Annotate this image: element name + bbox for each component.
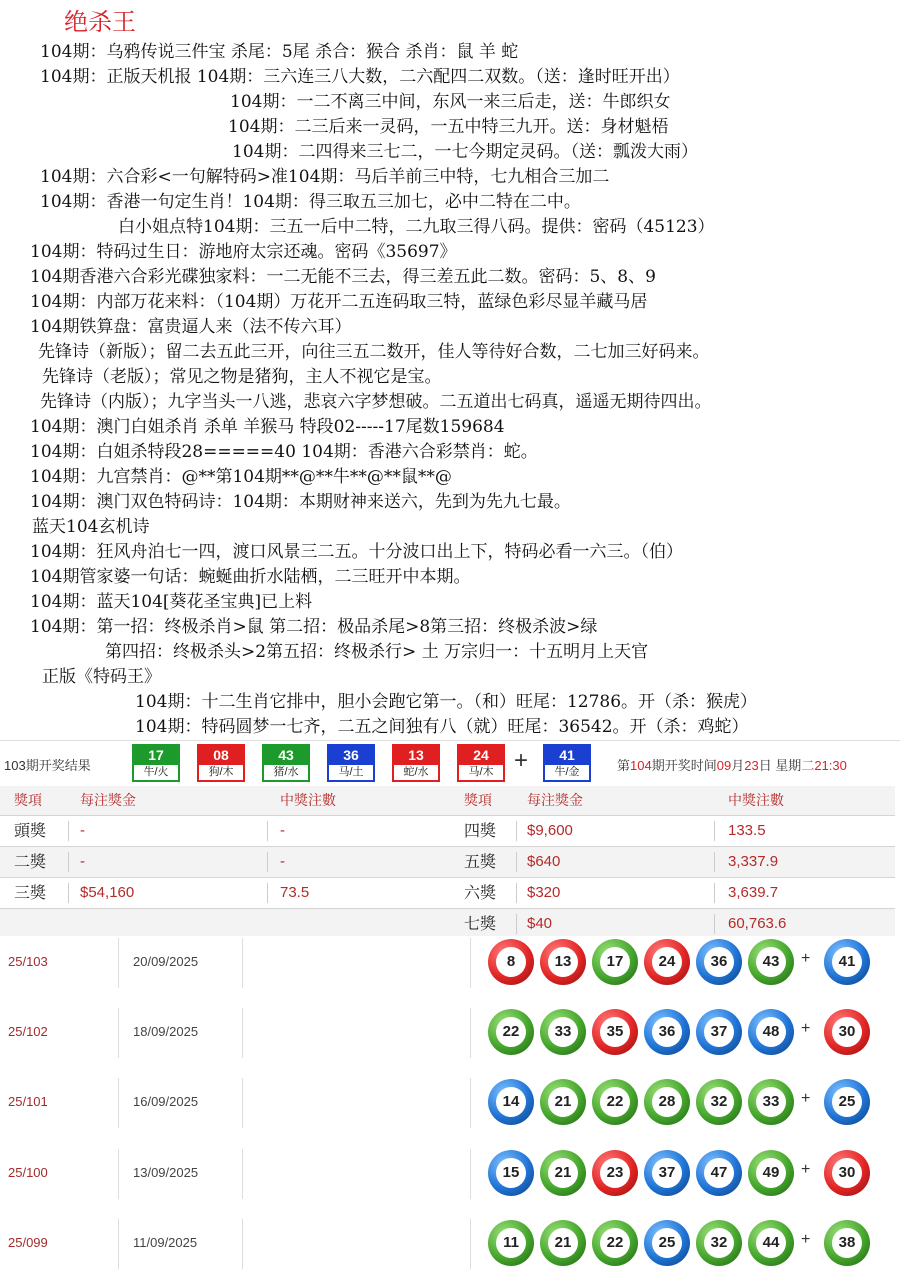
prize-header-amount: 每注獎金 [80,792,136,808]
history-ball [592,1009,638,1055]
history-ball-number: 49 [756,1158,786,1188]
history-ball-number: 8 [496,947,526,977]
history-ball-number: 21 [548,1158,578,1188]
prize-amount: - [80,853,85,870]
history-ball-number: 47 [704,1158,734,1188]
draw-ball [262,744,310,782]
history-row [0,1006,900,1072]
history-ball-number: 35 [600,1017,630,1047]
prize-name: 三獎 [14,883,47,902]
history-ball-number: 22 [600,1087,630,1117]
history-ball-number: 22 [600,1228,630,1258]
draw-ball-number: 08 [199,746,243,765]
history-ball [644,1220,690,1266]
text-line: 104期：十二生肖它排中，胆小会跑它第一。（和）旺尾：12786。开（杀：猴虎） [135,692,758,712]
history-ball [540,939,586,985]
history-date: 16/09/2025 [133,1094,199,1109]
history-ball-number: 30 [832,1158,862,1188]
history-ball [748,939,794,985]
history-ball [488,1150,534,1196]
history-row [0,1147,900,1213]
history-ball-number: 41 [832,947,862,977]
text-line: 104期管家婆一句话：蜿蜒曲折水陆栖，二三旺开中本期。 [30,567,471,587]
draw-result-bar [0,740,900,784]
text-line: 104期：蓝天104[葵花圣宝典]已上料 [30,592,313,612]
prize-row [0,815,895,846]
history-row [0,936,900,1002]
history-ball-number: 15 [496,1158,526,1188]
text-line: 104期：二三后来一灵码，一五中特三九开。送：身材魁梧 [228,117,669,137]
next-draw-issue: 104 [630,758,652,773]
history-ball-number: 21 [548,1087,578,1117]
cell-divider [516,821,517,841]
cell-divider [470,938,471,988]
history-period: 25/103 [8,954,48,969]
prize-count: 73.5 [280,884,310,901]
history-ball-number: 14 [496,1087,526,1117]
history-ball [540,1150,586,1196]
history-ball-number: 32 [704,1228,734,1258]
history-ball [488,1220,534,1266]
history-period: 25/099 [8,1235,48,1250]
draw-ball-number: 36 [329,746,373,765]
history-ball [696,939,742,985]
history-ball [592,1079,638,1125]
text-line: 白小姐点特104期：三五一后中二特，二九取三得八码。提供：密码（45123） [118,217,715,237]
history-special-ball [824,1150,870,1196]
next-draw-info [617,755,847,774]
history-row [0,1076,900,1142]
next-draw-month: 09 [716,758,732,773]
draw-ball-number: 43 [264,746,308,765]
cell-divider [242,1008,243,1058]
draw-ball [392,744,440,782]
prize-header-name: 獎項 [464,792,492,808]
cell-divider [267,883,268,903]
history-ball [748,1079,794,1125]
draw-ball-zodiac: 狗/木 [199,765,243,780]
history-ball-number: 17 [600,947,630,977]
cell-divider [118,938,119,988]
prize-name: 五獎 [464,852,497,871]
history-ball-number: 28 [652,1087,682,1117]
history-special-ball [824,1220,870,1266]
plus-sign: + [801,1090,811,1107]
prize-table [0,786,895,936]
next-draw-month-unit: 月 [731,758,745,773]
draw-ball [197,744,245,782]
text-line: 104期：乌鸦传说三件宝 杀尾：5尾 杀合：猴合 杀肖：鼠 羊 蛇 [40,42,519,62]
plus-sign: + [801,950,811,967]
draw-ball [457,744,505,782]
prize-header-amount: 每注獎金 [527,792,583,808]
history-ball [644,939,690,985]
prize-header-name: 獎項 [14,792,42,808]
text-line: 104期：香港一句定生肖！104期：得三取五三加七，必中二特在二中。 [40,192,581,212]
history-period: 25/102 [8,1024,48,1039]
history-date: 20/09/2025 [133,954,199,969]
history-ball [644,1150,690,1196]
text-line: 104期：第一招：终极杀肖>鼠 第二招：极品杀尾>8第三招：终极杀波>绿 [30,617,598,637]
history-period: 25/100 [8,1165,48,1180]
text-line: 104期：内部万花来料：（104期）万花开二五连码取三特，蓝绿色彩尽显羊藏马居 [30,292,648,312]
history-ball-number: 44 [756,1228,786,1258]
cell-divider [516,914,517,934]
plus-sign: + [801,1020,811,1037]
history-date: 11/09/2025 [133,1235,198,1250]
draw-ball-zodiac: 蛇/水 [394,765,438,780]
cell-divider [242,1149,243,1199]
text-line: 104期：澳门双色特码诗：104期：本期财神来送六，先到为先九七最。 [30,492,571,512]
history-ball-number: 24 [652,947,682,977]
history-ball [488,1079,534,1125]
cell-divider [68,883,69,903]
prize-row [0,846,895,877]
cell-divider [118,1078,119,1128]
text-line: 104期铁算盘：富贵逼人来（法不传六耳） [30,317,352,337]
special-draw-ball [543,744,591,782]
text-line: 104期：白姐杀特段28=====40 104期：香港六合彩禁肖：蛇。 [30,442,538,462]
history-ball [540,1079,586,1125]
text-line: 104期香港六合彩光碟独家料：一二无能不三去，得三差五此二数。密码：5、8、9 [30,267,656,287]
history-ball [696,1150,742,1196]
draw-ball [327,744,375,782]
cell-divider [714,852,715,872]
prize-row [0,877,895,908]
text-line: 104期：特码过生日：游地府太宗还魂。密码《35697》 [30,242,457,262]
history-ball-number: 36 [652,1017,682,1047]
history-special-ball [824,1009,870,1055]
draw-ball-zodiac: 猪/水 [264,765,308,780]
history-ball-number: 30 [832,1017,862,1047]
text-line: 先锋诗（老版）；常见之物是猪狗，主人不视它是宝。 [42,367,442,387]
cell-divider [516,852,517,872]
history-ball [748,1150,794,1196]
prize-name: 頭獎 [14,821,47,840]
next-draw-day: 23 [744,758,759,773]
history-special-ball [824,939,870,985]
history-ball-number: 48 [756,1017,786,1047]
history-ball [748,1009,794,1055]
next-draw-time: 21:30 [814,758,847,773]
cell-divider [68,821,69,841]
history-ball-number: 22 [496,1017,526,1047]
history-ball [644,1009,690,1055]
text-line: 104期：狂风舟泊七一四，渡口风景三二五。十分波口出上下，特码必看一六三。（伯） [30,542,683,562]
text-line: 104期：二四得来三七二，一七今期定灵码。（送：瓢泼大雨） [232,142,698,162]
history-ball [644,1079,690,1125]
history-ball-number: 21 [548,1228,578,1258]
prize-header-count: 中獎注數 [728,792,784,808]
cell-divider [714,821,715,841]
history-row [0,1217,900,1283]
prize-name: 六獎 [464,883,497,902]
history-ball-number: 13 [548,947,578,977]
history-ball-number: 25 [652,1228,682,1258]
cell-divider [242,1219,243,1269]
history-ball [488,939,534,985]
history-ball-number: 36 [704,947,734,977]
history-period: 25/101 [8,1094,48,1109]
next-draw-label: 期开奖时间 [651,758,717,773]
history-date: 13/09/2025 [133,1165,199,1180]
page-title: 绝杀王 [64,8,136,36]
cell-divider [470,1149,471,1199]
cell-divider [118,1008,119,1058]
prize-header-count: 中獎注數 [280,792,336,808]
cell-divider [242,1078,243,1128]
prize-count: 60,763.6 [728,915,787,932]
prize-amount: - [80,822,85,839]
history-ball-number: 43 [756,947,786,977]
text-line: 先锋诗（内版）；九字当头一八逃，悲哀六字梦想破。二五道出七码真，遥遥无期待四出。 [40,392,712,412]
history-ball [488,1009,534,1055]
next-draw-weekday: 二 [801,758,815,773]
text-line: 104期：特码圆梦一七齐，二五之间独有八（就）旺尾：36542。开（杀：鸡蛇） [135,717,749,737]
plus-sign: + [801,1231,811,1248]
prize-count: 3,639.7 [728,884,779,901]
draw-ball-zodiac: 牛/火 [134,765,178,780]
history-ball-number: 37 [652,1158,682,1188]
text-line: 先锋诗（新版）；留二去五此三开，向往三五二数开，佳人等待好合数，二七加三好码来。 [38,342,710,362]
text-line: 104期：澳门白姐杀肖 杀单 羊猴马 特段02-----17尾数159684 [30,417,505,437]
draw-ball-zodiac: 马/木 [459,765,503,780]
history-special-ball [824,1079,870,1125]
draw-ball-zodiac: 马/土 [329,765,373,780]
prize-name: 七獎 [464,914,497,933]
prize-count: 3,337.9 [728,853,779,870]
draw-ball-number: 41 [545,746,589,765]
history-ball-number: 37 [704,1017,734,1047]
draw-result-label: 103期开奖结果 [4,758,91,773]
history-ball-number: 23 [600,1158,630,1188]
prize-name: 四獎 [464,821,497,840]
plus-sign: + [801,1161,811,1178]
history-ball [540,1220,586,1266]
history-ball [592,1150,638,1196]
history-ball [696,1009,742,1055]
cell-divider [470,1219,471,1269]
prize-amount: $320 [527,884,561,901]
history-ball-number: 25 [832,1087,862,1117]
history-ball [540,1009,586,1055]
cell-divider [242,938,243,988]
draw-ball-zodiac: 牛/金 [545,765,589,780]
cell-divider [470,1078,471,1128]
draw-history-list [0,936,900,1283]
cell-divider [68,852,69,872]
next-draw-day-unit: 日 星期 [758,758,802,773]
cell-divider [118,1149,119,1199]
history-ball-number: 11 [496,1228,526,1258]
text-line: 104期：一二不离三中间，东风一来三后走，送：牛郎织女 [230,92,671,112]
text-line: 第四招：终极杀头>2第五招：终极杀行> 土 万宗归一：十五明月上天官 [105,642,649,662]
history-ball [592,1220,638,1266]
prize-amount: $54,160 [80,884,135,901]
history-ball-number: 33 [756,1087,786,1117]
text-line: 104期：九宫禁肖：@**第104期**@**牛**@**鼠**@ [30,467,452,487]
prize-amount: $640 [527,853,561,870]
draw-ball-number: 13 [394,746,438,765]
history-ball [592,939,638,985]
draw-ball-number: 17 [134,746,178,765]
prize-count: 133.5 [728,822,766,839]
prize-count: - [280,822,285,839]
cell-divider [118,1219,119,1269]
history-ball-number: 32 [704,1087,734,1117]
prize-row [0,908,895,936]
draw-ball [132,744,180,782]
history-ball [696,1079,742,1125]
history-ball [696,1220,742,1266]
text-line: 104期：正版天机报 104期：三六连三八大数，二六配四二双数。（送：逢时旺开出） [40,67,680,87]
draw-ball-number: 24 [459,746,503,765]
cell-divider [470,1008,471,1058]
cell-divider [714,883,715,903]
prize-amount: $9,600 [527,822,573,839]
cell-divider [267,852,268,872]
prize-amount: $40 [527,915,553,932]
prize-count: - [280,853,285,870]
text-line: 104期：六合彩<一句解特码>准104期：马后羊前三中特，七九相合三加二 [40,167,610,187]
plus-sign: + [514,747,529,774]
prize-name: 二獎 [14,852,47,871]
history-date: 18/09/2025 [133,1024,199,1039]
history-ball [748,1220,794,1266]
next-draw-prefix: 第 [617,758,631,773]
text-line: 蓝天104玄机诗 [32,517,150,537]
history-ball-number: 33 [548,1017,578,1047]
cell-divider [267,821,268,841]
text-line: 正版《特码王》 [42,667,161,687]
history-ball-number: 38 [832,1228,862,1258]
cell-divider [516,883,517,903]
cell-divider [714,914,715,934]
